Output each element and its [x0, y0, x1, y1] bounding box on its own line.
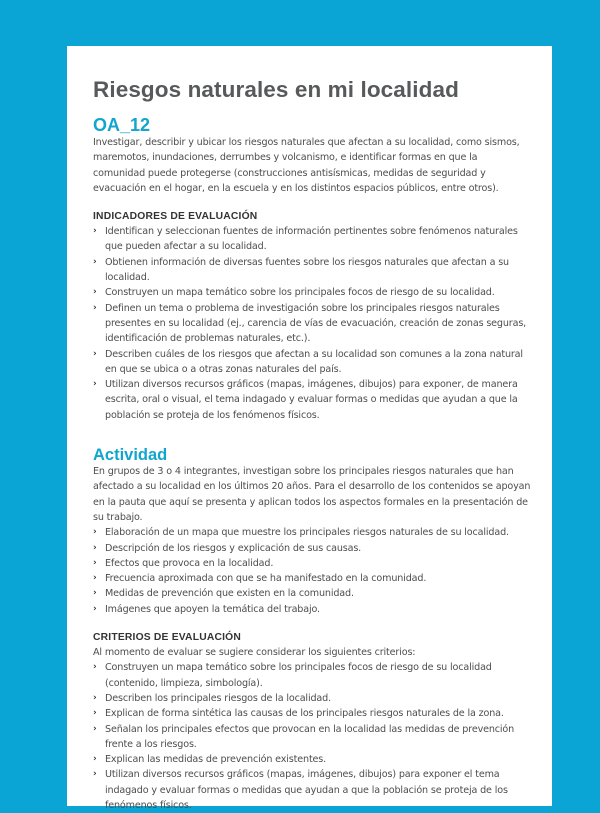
- chevron-right-icon: ›: [93, 226, 97, 237]
- document-page: [67, 46, 552, 811]
- list-item: › Obtienen información de diversas fuentes sobre los riesgos naturales que afectan a su localidad.: [93, 256, 509, 284]
- page-title: Riesgos naturales en mi localidad: [93, 77, 459, 102]
- chevron-right-icon: ›: [93, 723, 97, 734]
- chevron-right-icon: ›: [93, 573, 97, 584]
- chevron-right-icon: ›: [93, 708, 97, 719]
- activity-heading: Actividad: [93, 446, 168, 465]
- list-item: › Descripción de los riesgos y explicación de sus causas.: [93, 541, 532, 556]
- chevron-right-icon: ›: [93, 348, 97, 359]
- list-item: › Elaboración de un mapa que muestre los principales riesgos naturales de su localidad.: [93, 525, 532, 540]
- chevron-right-icon: ›: [93, 769, 97, 780]
- list-item: › Señalan los principales efectos que provocan en la localidad las medidas de prevención frente a los riesgos.: [93, 723, 515, 750]
- chevron-right-icon: ›: [93, 662, 97, 673]
- objective-description: Investigar, describir y ubicar los riesgos naturales que afectan a su localidad, como sismos, maremotos, inundaciones, derrumbes y volcanismo, e identificar formas en que la comunidad puede protegerse (construcciones antisísmicas, medidas de seguridad y evacuación en el hogar, en la escuela y en los distintos espacios públicos, entre otros).: [93, 137, 520, 194]
- list-item: › Imágenes que apoyen la temática del trabajo.: [93, 602, 532, 617]
- activity-intro: En grupos de 3 o 4 integrantes, investigan sobre los principales riesgos naturales que han afectado a su localidad en los últimos 20 años. Para el desarrollo de los contenidos se apoyan en la pauta que aquí se presenta y aplican todos los aspectos formales en la presentación de su trabajo.: [93, 466, 531, 523]
- chevron-right-icon: ›: [93, 527, 97, 538]
- chevron-right-icon: ›: [93, 287, 97, 298]
- criteria-intro: Al momento de evaluar se sugiere considerar los siguientes criterios:: [93, 647, 416, 659]
- list-item: › Construyen un mapa temático sobre los principales focos de riesgo de su localidad.: [93, 285, 532, 300]
- activity-list: [93, 525, 532, 617]
- chevron-right-icon: ›: [93, 557, 97, 568]
- indicators-list: [93, 224, 532, 423]
- objective-code: OA_12: [93, 115, 151, 135]
- chevron-right-icon: ›: [93, 379, 97, 390]
- list-item: › Medidas de prevención que existen en la comunidad.: [93, 586, 532, 601]
- chevron-right-icon: ›: [93, 302, 97, 313]
- list-item: › Identifican y seleccionan fuentes de información pertinentes sobre fenómenos naturales que pueden afectar a su localidad.: [93, 226, 518, 253]
- list-item: › Frecuencia aproximada con que se ha manifestado en la comunidad.: [93, 571, 532, 586]
- list-item: › Explican las medidas de prevención existentes.: [93, 752, 532, 767]
- criteria-heading: CRITERIOS DE EVALUACIÓN: [93, 632, 242, 644]
- list-item: › Explican de forma sintética las causas de los principales riesgos naturales de la zona.: [93, 706, 532, 721]
- chevron-right-icon: ›: [93, 603, 97, 614]
- chevron-right-icon: ›: [93, 754, 97, 765]
- list-item: › Efectos que provoca en la localidad.: [93, 556, 532, 571]
- chevron-right-icon: ›: [93, 256, 97, 267]
- chevron-right-icon: ›: [93, 692, 97, 703]
- list-item: › Definen un tema o problema de investigación sobre los principales riesgos naturales presentes en su localidad (ej., carencia de vías de evacuación, creación de zonas seguras, identificación de problemas naturales, etc.).: [93, 302, 527, 345]
- list-item: › Describen los principales riesgos de la localidad.: [93, 691, 532, 706]
- list-item: › Utilizan diversos recursos gráficos (mapas, imágenes, dibujos) para exponer el tema indagado y evaluar formas o medidas que ayudan a que la población se proteja de los fenómenos físicos.: [93, 769, 508, 811]
- chevron-right-icon: ›: [93, 542, 97, 553]
- list-item: › Construyen un mapa temático sobre los principales focos de riesgo de su localidad (contenido, limpieza, simbología).: [93, 662, 492, 689]
- list-item: › Describen cuáles de los riesgos que afectan a su localidad son comunes a la zona natural en que se ubica o a otras zonas naturales del país.: [93, 348, 523, 375]
- indicators-heading: INDICADORES DE EVALUACIÓN: [93, 211, 258, 223]
- criteria-list: [93, 660, 532, 813]
- list-item: › Utilizan diversos recursos gráficos (mapas, imágenes, dibujos) para exponer, de manera escrita, oral o visual, el tema indagado y evaluar formas o medidas que ayudan a que la población se proteja de los fenómenos físicos.: [93, 379, 518, 421]
- chevron-right-icon: ›: [93, 588, 97, 599]
